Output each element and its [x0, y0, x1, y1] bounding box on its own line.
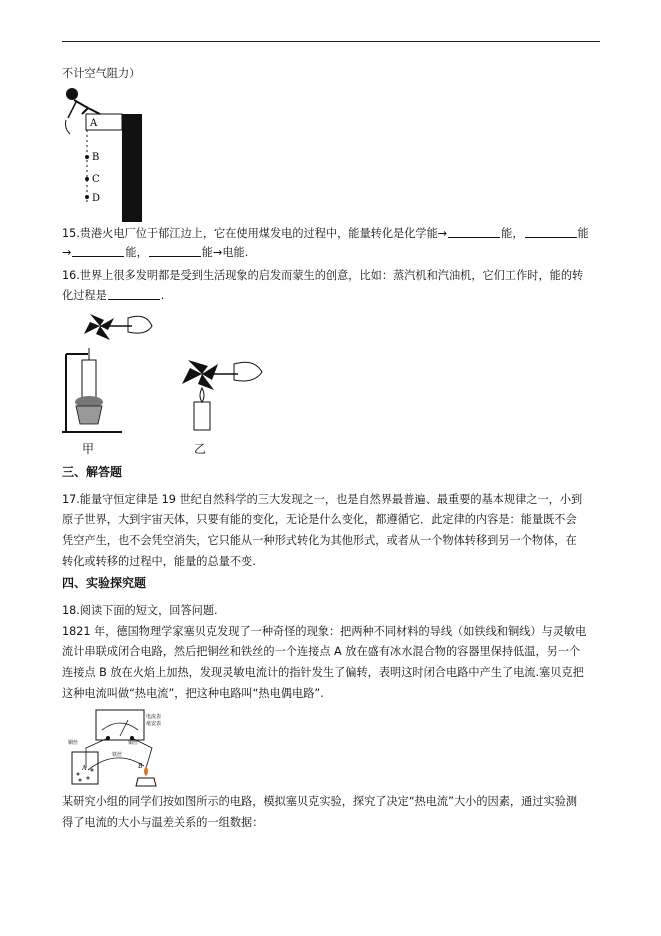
- pinwheel-figure: [62, 308, 272, 438]
- section-3-title: 三、解答题: [62, 465, 123, 479]
- copper-label: 铜丝: [68, 740, 79, 746]
- answer-blank[interactable]: [149, 244, 201, 257]
- answer-blank[interactable]: [72, 244, 124, 257]
- label-c: C: [92, 174, 100, 185]
- answer-blank[interactable]: [448, 225, 500, 238]
- question-18-line: 连接点 B 放在火焰上加热，发现灵敏电流计的指针发生了偏转，表明这时闭合电路中产生了电流.塞贝克把: [62, 666, 584, 679]
- caption-yi: 乙: [194, 442, 207, 456]
- question-18-followup: 得了电流的大小与温差关系的一组数据：: [62, 816, 264, 829]
- point-a-label: A: [82, 765, 87, 772]
- candle: [194, 388, 210, 430]
- fall-figure: [60, 84, 150, 226]
- answer-blank[interactable]: [108, 287, 160, 300]
- point-b-label: B: [138, 763, 143, 770]
- iron-label: 铁丝: [112, 752, 123, 758]
- section-4-title: 四、实验探究题: [62, 576, 147, 590]
- label-d: D: [92, 193, 101, 204]
- question-15-line-1: 15.贵港火电厂位于郁江边上，它在使用煤发电的过程中，能量转化是化学能→ 能， 能: [62, 227, 589, 240]
- question-16-line-1: 16.世界上很多发明都是受到生活现象的启发而蒙生的创意，比如：蒸汽机和汽油机，它们工作时，能的转: [62, 269, 584, 282]
- galvanometer: [96, 710, 144, 740]
- label-b: B: [92, 152, 100, 163]
- question-18-line: 这种电流叫做“热电流”，把这种电路叫“热电偶电路”.: [62, 687, 324, 700]
- question-17-line: 17.能量守恒定律是 19 世纪自然科学的三大发现之一，也是自然界最普遍、最重要的基本规律之一，小到: [62, 493, 583, 506]
- copper-label: 铜丝: [128, 740, 139, 746]
- page-header-rule: [62, 41, 600, 42]
- label-a: A: [90, 118, 98, 129]
- question-18-line: 1821 年，德国物理学家塞贝克发现了一种奇怪的现象：把两种不同材料的导线（如铁线和铜线）与灵敏电: [62, 625, 587, 638]
- caption-jia: 甲: [82, 442, 95, 456]
- question-18-followup: 某研究小组的同学们按如图所示的电路，模拟塞贝克实验，探究了决定“热电流”大小的因素，通过实验测: [62, 795, 578, 808]
- question-fragment: 不计空气阻力）: [62, 67, 141, 80]
- question-17-line: 原子世界，大到宇宙天体，只要有能的变化，无论是什么变化，都遵循它．此定律的内容是：能量既不会: [62, 513, 577, 526]
- meter-label: 毫安表: [146, 721, 162, 727]
- pinwheel-left: [84, 314, 152, 340]
- pinwheel-right: [182, 360, 262, 390]
- question-16-line-2: 化过程是 .: [62, 289, 165, 302]
- flask-stand: [62, 348, 122, 432]
- question-17-line: 凭空产生，也不会凭空消失，它只能从一种形式转化为其他形式，或者从一个物体转移到另一个物体，在: [62, 534, 577, 547]
- person-head: [66, 88, 78, 100]
- question-18-intro: 18.阅读下面的短文，回答问题.: [62, 604, 218, 617]
- question-15-line-2: → 能， 能→电能.: [62, 246, 249, 259]
- answer-blank[interactable]: [525, 225, 577, 238]
- question-18-line: 流计串联成闭合电路，然后把铜丝和铁丝的一个连接点 A 放在盛有冰水混合物的容器里保持低温，另一个: [62, 645, 581, 658]
- question-17-line: 转化或转移的过程中，能量的总量不变.: [62, 555, 256, 568]
- cliff-wall: [122, 114, 142, 222]
- meter-label: 电流表: [146, 714, 162, 720]
- thermocouple-figure: [66, 708, 176, 788]
